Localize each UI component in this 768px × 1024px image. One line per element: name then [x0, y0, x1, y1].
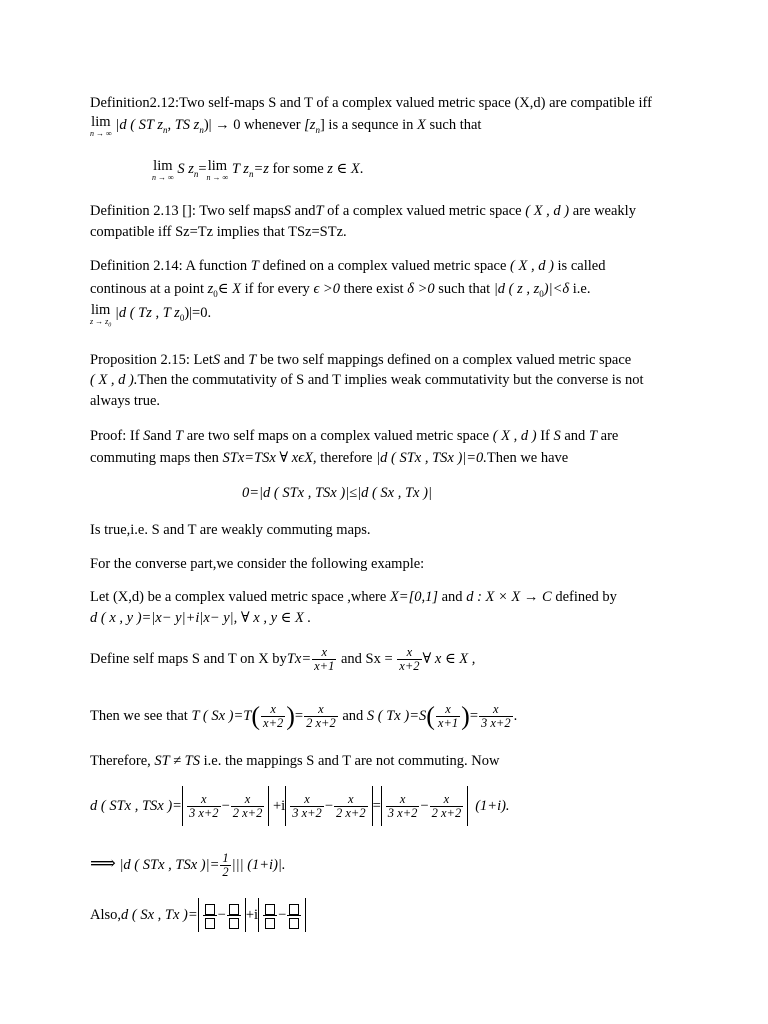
placeholder-box-icon	[205, 904, 215, 915]
proof-line2: commuting maps then STx=TSx ∀ xϵX, therefore |d ( STx , TSx )|=0.Then we have	[90, 450, 569, 466]
converse-line: For the converse part,we consider the following example:	[90, 556, 425, 572]
absolute-value: $\frac{x}{3 x+2}$ − $\frac{x}{2 x+2}$	[381, 786, 468, 826]
weakly-commuting-line: Is true,i.e. S and T are weakly commuting maps.	[90, 522, 371, 538]
definition-2-12-line3: lim n → ∞ S $z_n=\lim$ n → ∞ T $z_n=z$ for some z ∈ X.	[152, 158, 364, 182]
fraction: $\frac{x}{2 x+2}$	[306, 702, 336, 731]
proof-line1: Proof: If Sand T are two self maps on a complex valued metric space ( X , d ) If S and T are	[90, 428, 619, 444]
proposition-2-15-line3: always true.	[90, 393, 161, 409]
definition-2-13-line2: compatible iff Sz=Tz implies that TSz=STz.	[90, 224, 347, 240]
fraction: $\frac{x}{3 x+2}$	[481, 702, 511, 731]
then-line: Then we see that T ( Sx )=T( $\frac{x}{x+2}$ )= $\frac{x}{2 x+2}$ and S ( Tx )=S( $\frac{x}{x+1}$ )= $\frac{x}{3 x+2}$ .	[90, 701, 518, 731]
definition-2-14-line1: Definition 2.14: A function T defined on a complex valued metric space ( X , d ) is called	[90, 258, 606, 274]
limit-operator: lim $z \to z_0$	[90, 302, 112, 329]
proof-inequality: 0=|d ( STx , TSx )|≤|d ( Sx , Tx )|	[242, 485, 432, 501]
placeholder-absolute-value: −	[198, 898, 246, 932]
implies-line: ⟹ |d ( STx , TSx )|= $\frac{1}{2}$ ||| (1+i)|.	[90, 851, 286, 880]
placeholder-box-icon	[229, 918, 239, 929]
definition-2-12-line2: lim n → ∞ |d ( ST $z_n$, TS $z_n)| \to 0$ whenever $[z_n]$ is a sequnce in X such that	[90, 114, 482, 138]
absolute-value: $\frac{x}{3 x+2}$ − $\frac{x}{2 x+2}$	[285, 786, 372, 826]
placeholder-absolute-value: −	[258, 898, 306, 932]
limit-operator: lim n → ∞	[90, 114, 112, 138]
fraction: $\frac{x}{x+1}$	[314, 645, 335, 674]
example-line1: Let (X,d) be a complex valued metric space ,where X=[0,1] and d : X × X → C defined by	[90, 589, 617, 605]
fraction: $\frac{x}{x+2}$	[263, 702, 284, 731]
fraction: $\frac{1}{2}$	[222, 851, 229, 880]
limit-operator: lim n → ∞	[206, 158, 229, 182]
placeholder-box-icon	[289, 918, 299, 929]
limit-operator: lim n → ∞	[152, 158, 174, 182]
absolute-value: $\frac{x}{3 x+2}$ − $\frac{x}{2 x+2}$	[182, 786, 269, 826]
distance-computation-line: d ( STx , TSx )= $\frac{x}{3 x+2}$ − $\frac{x}{2 x+2}$ +i $\frac{x}{3 x+2}$ − $\frac{x}{2 x+2}$ = $\frac{x}{3 x+2}$ − $\frac{x}{2 x+2}$ (1+i).	[90, 786, 510, 826]
definition-2-13-line1: Definition 2.13 []: Two self mapsS andT of a complex valued metric space ( X , d ) are weakly	[90, 203, 636, 219]
fraction: $\frac{x}{x+1}$	[437, 702, 459, 731]
placeholder-box-icon	[205, 918, 215, 929]
example-line2: d ( x , y )=|x− y|+i|x− y|, ∀ x , y ∈ X .	[90, 610, 312, 626]
define-maps-line: Define self maps S and T on X byTx= $\frac{x}{x+1}$ and Sx = $\frac{x}{x+2}$ ∀ x ∈ X ,	[90, 645, 476, 674]
placeholder-box-icon	[229, 904, 239, 915]
placeholder-box-icon	[265, 918, 275, 929]
proposition-2-15-line2: ( X , d ).Then the commutativity of S and T implies weak commutativity but the converse is not	[90, 372, 644, 388]
placeholder-box-icon	[289, 904, 299, 915]
definition-2-14-line3: lim $z \to z_0$ |d ( Tz , T $z_0)|=0$.	[90, 304, 211, 332]
placeholder-box-icon	[265, 904, 275, 915]
definition-2-12-line1: Definition2.12:Two self-maps S and T of a complex valued metric space (X,d) are compatible iff	[90, 95, 652, 111]
therefore-line: Therefore, ST ≠ TS i.e. the mappings S and T are not commuting. Now	[90, 753, 500, 769]
definition-2-14-line2: continous at a point $z_0\in$ X if for every ϵ >0 there exist δ >0 such that |d ( z , $z_0)|<\delta$ i.e.	[90, 281, 591, 299]
proposition-2-15-line1: Proposition 2.15: LetS and T be two self mappings defined on a complex valued metric space	[90, 352, 632, 368]
also-line: Also,d ( Sx , Tx )= − +i −	[90, 898, 306, 932]
fraction: $\frac{x}{x+2}$	[399, 645, 420, 674]
